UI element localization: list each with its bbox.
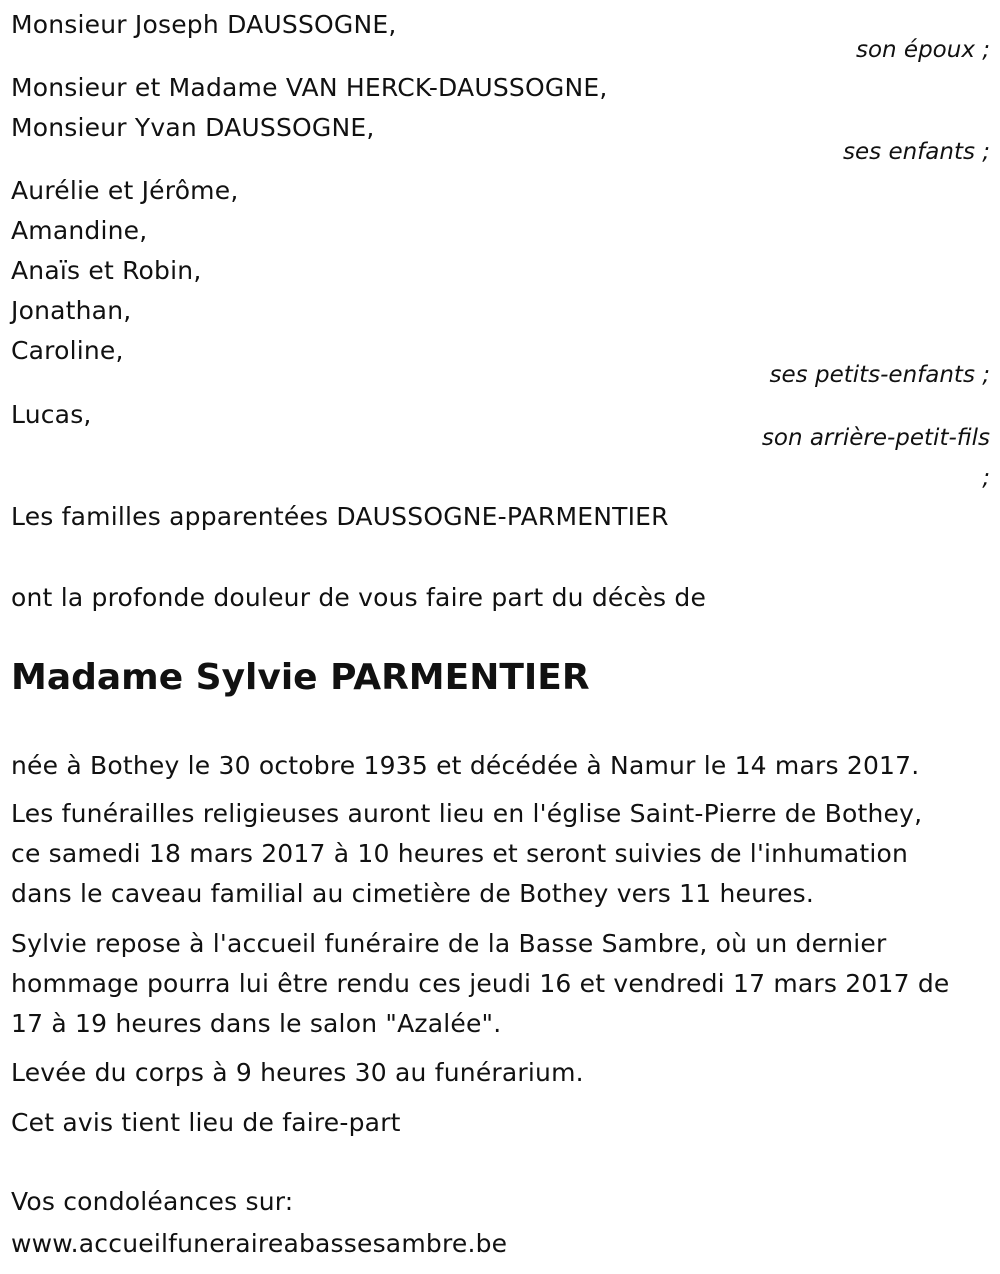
funeral-line: ce samedi 18 mars 2017 à 10 heures et seront suivies de l'inhumation — [11, 839, 909, 868]
children-relation: ses enfants ; — [843, 139, 990, 165]
deceased-name: Madame Sylvie PARMENTIER — [11, 657, 590, 698]
faire-part-line: Cet avis tient lieu de faire-part — [11, 1108, 401, 1137]
spouse-name: Monsieur Joseph DAUSSOGNE, — [11, 10, 397, 39]
families-line: Les familles apparentées DAUSSOGNE-PARMENTIER — [11, 502, 669, 531]
grandchildren-relation: ses petits-enfants ; — [769, 362, 990, 388]
grandchild-name: Caroline, — [11, 336, 124, 365]
grandchild-name: Amandine, — [11, 216, 148, 245]
funeral-line: dans le caveau familial au cimetière de Bothey vers 11 heures. — [11, 879, 815, 908]
funeral-line: Les funérailles religieuses auront lieu en l'église Saint-Pierre de Bothey, — [11, 799, 923, 828]
great-grandchild-relation-end: ; — [982, 465, 990, 491]
condolences-label: Vos condoléances sur: — [11, 1187, 294, 1216]
grandchild-name: Jonathan, — [11, 296, 132, 325]
repose-line: 17 à 19 heures dans le salon "Azalée". — [11, 1009, 502, 1038]
great-grandchild-relation: son arrière-petit-fils — [761, 425, 990, 451]
levee-line: Levée du corps à 9 heures 30 au funérarium. — [11, 1058, 584, 1087]
birth-death-line: née à Bothey le 30 octobre 1935 et décédée à Namur le 14 mars 2017. — [11, 751, 920, 780]
child-name: Monsieur et Madame VAN HERCK-DAUSSOGNE, — [11, 73, 608, 102]
repose-line: Sylvie repose à l'accueil funéraire de la Basse Sambre, où un dernier — [11, 929, 887, 958]
great-grandchild-name: Lucas, — [11, 400, 92, 429]
grandchild-name: Aurélie et Jérôme, — [11, 176, 239, 205]
announcement-line: ont la profonde douleur de vous faire part du décès de — [11, 583, 707, 612]
spouse-relation: son époux ; — [855, 37, 990, 63]
child-name: Monsieur Yvan DAUSSOGNE, — [11, 113, 375, 142]
repose-line: hommage pourra lui être rendu ces jeudi 16 et vendredi 17 mars 2017 de — [11, 969, 950, 998]
grandchild-name: Anaïs et Robin, — [11, 256, 202, 285]
condolences-url[interactable]: www.accueilfuneraireabassesambre.be — [11, 1229, 508, 1258]
